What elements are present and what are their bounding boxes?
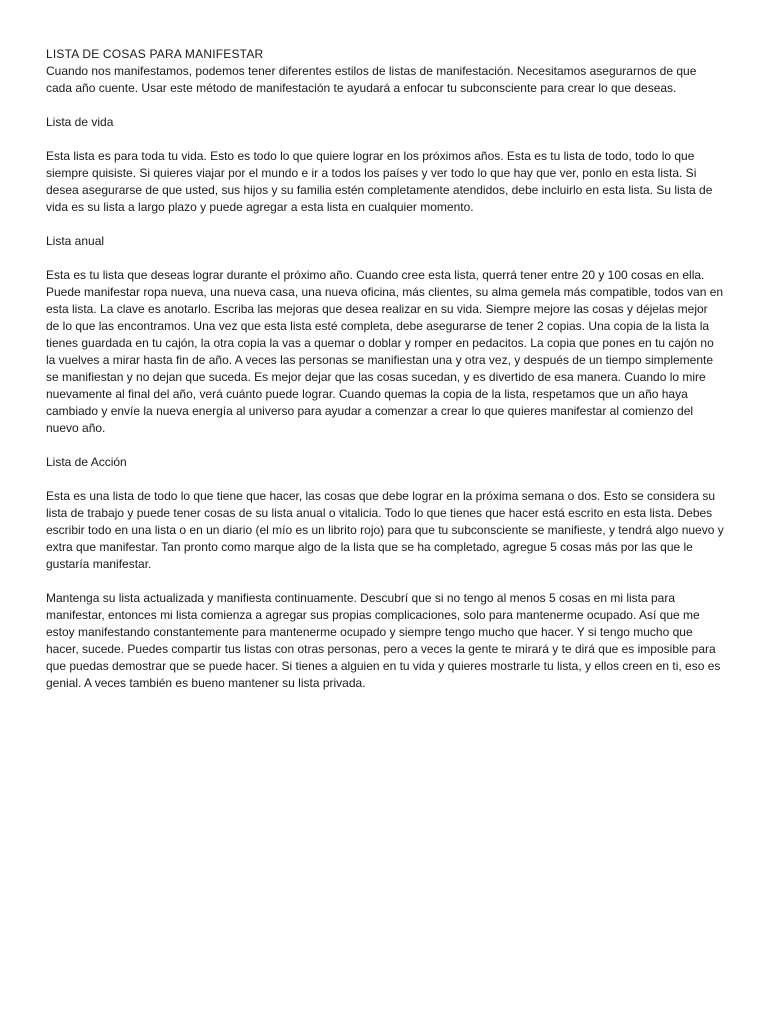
- section-body-lista-de-vida: Esta lista es para toda tu vida. Esto es todo lo que quiere lograr en los próximos años. Esta es tu lista de todo, todo lo que siempre quisiste. Si quieres viajar por el mundo e ir a todos los países y ver todo lo que hay que ver, ponlo en esta lista. Si desea asegurarse de que usted, sus hijos y su familia estén completamente atendidos, debe incluirlo en esta lista. Su lista de vida es su lista a largo plazo y puede agregar a esta lista en cualquier momento.: [46, 149, 713, 214]
- document-title: LISTA DE COSAS PARA MANIFESTAR: [46, 47, 264, 61]
- section-extra-lista-de-accion: Mantenga su lista actualizada y manifiesta continuamente. Descubrí que si no tengo al menos 5 cosas en mi lista para manifestar, entonces mi lista comienza a agregar sus propias complicaciones, solo para mantenerme ocupado. Así que me estoy manifestando constantemente para mantenerme ocupado y siempre tengo mucho que hacer. Y si tengo mucho que hacer, sucede. Puedes compartir tus listas con otras personas, pero a veces la gente te mirará y te dirá que es imposible para que puedas demostrar que se puede hacer. Si tienes a alguien en tu vida y quieres mostrarle tu lista, y ellos creen en ti, eso es genial. A veces también es bueno mantener su lista privada.: [46, 591, 721, 690]
- section-heading-lista-anual: Lista anual: [46, 234, 105, 248]
- section-heading-lista-de-accion: Lista de Acción: [46, 455, 127, 469]
- section-body-lista-de-accion: Esta es una lista de todo lo que tiene que hacer, las cosas que debe lograr en la próxima semana o dos. Esto se considera su lista de trabajo y puede tener cosas de su lista anual o vitalicia. Todo lo que tienes que hacer está escrito en esta lista. Debes escribir todo en una lista o en un diario (el mío es un librito rojo) para que tu subconsciente se manifieste, y tendrá algo nuevo y extra que manifestar. Tan pronto como marque algo de la lista que se ha completado, agregue 5 cosas más por las que le gustaría manifestar.: [46, 489, 724, 571]
- section-body-lista-anual: Esta es tu lista que deseas lograr durante el próximo año. Cuando cree esta lista, querrá tener entre 20 y 100 cosas en ella. Puede manifestar ropa nueva, una nueva casa, una nueva oficina, más clientes, su alma gemela más compatible, todos van en esta lista. La clave es anotarlo. Escriba las mejoras que desea realizar en su vida. Siempre mejore las cosas y déjelas mejor de lo que las encontramos. Una vez que esta lista esté completa, debe asegurarse de tener 2 copias. Una copia de la lista la tienes guardada en tu cajón, la otra copia la vas a quemar o doblar y romper en pedacitos. La copia que pones en tu cajón no la vuelves a mirar hasta fin de año. A veces las personas se manifiestan una y otra vez, y después de un tiempo simplemente se manifiestan y no dejan que suceda. Es mejor dejar que las cosas sucedan, y es divertido de esa manera. Cuando lo mire nuevamente al final del año, verá cuánto puede lograr. Cuando quemas la copia de la lista, respetamos que un año haya cambiado y envíe la nueva energía al universo para ayudar a comenzar a crear lo que quieres manifestar al comienzo del nuevo año.: [46, 268, 724, 435]
- section-heading-lista-de-vida: Lista de vida: [46, 115, 114, 129]
- intro-paragraph: Cuando nos manifestamos, podemos tener diferentes estilos de listas de manifestación. Necesitamos asegurarnos de que cada año cuente. Usar este método de manifestación te ayudará a enfocar tu subconsciente para crear lo que deseas.: [46, 64, 697, 95]
